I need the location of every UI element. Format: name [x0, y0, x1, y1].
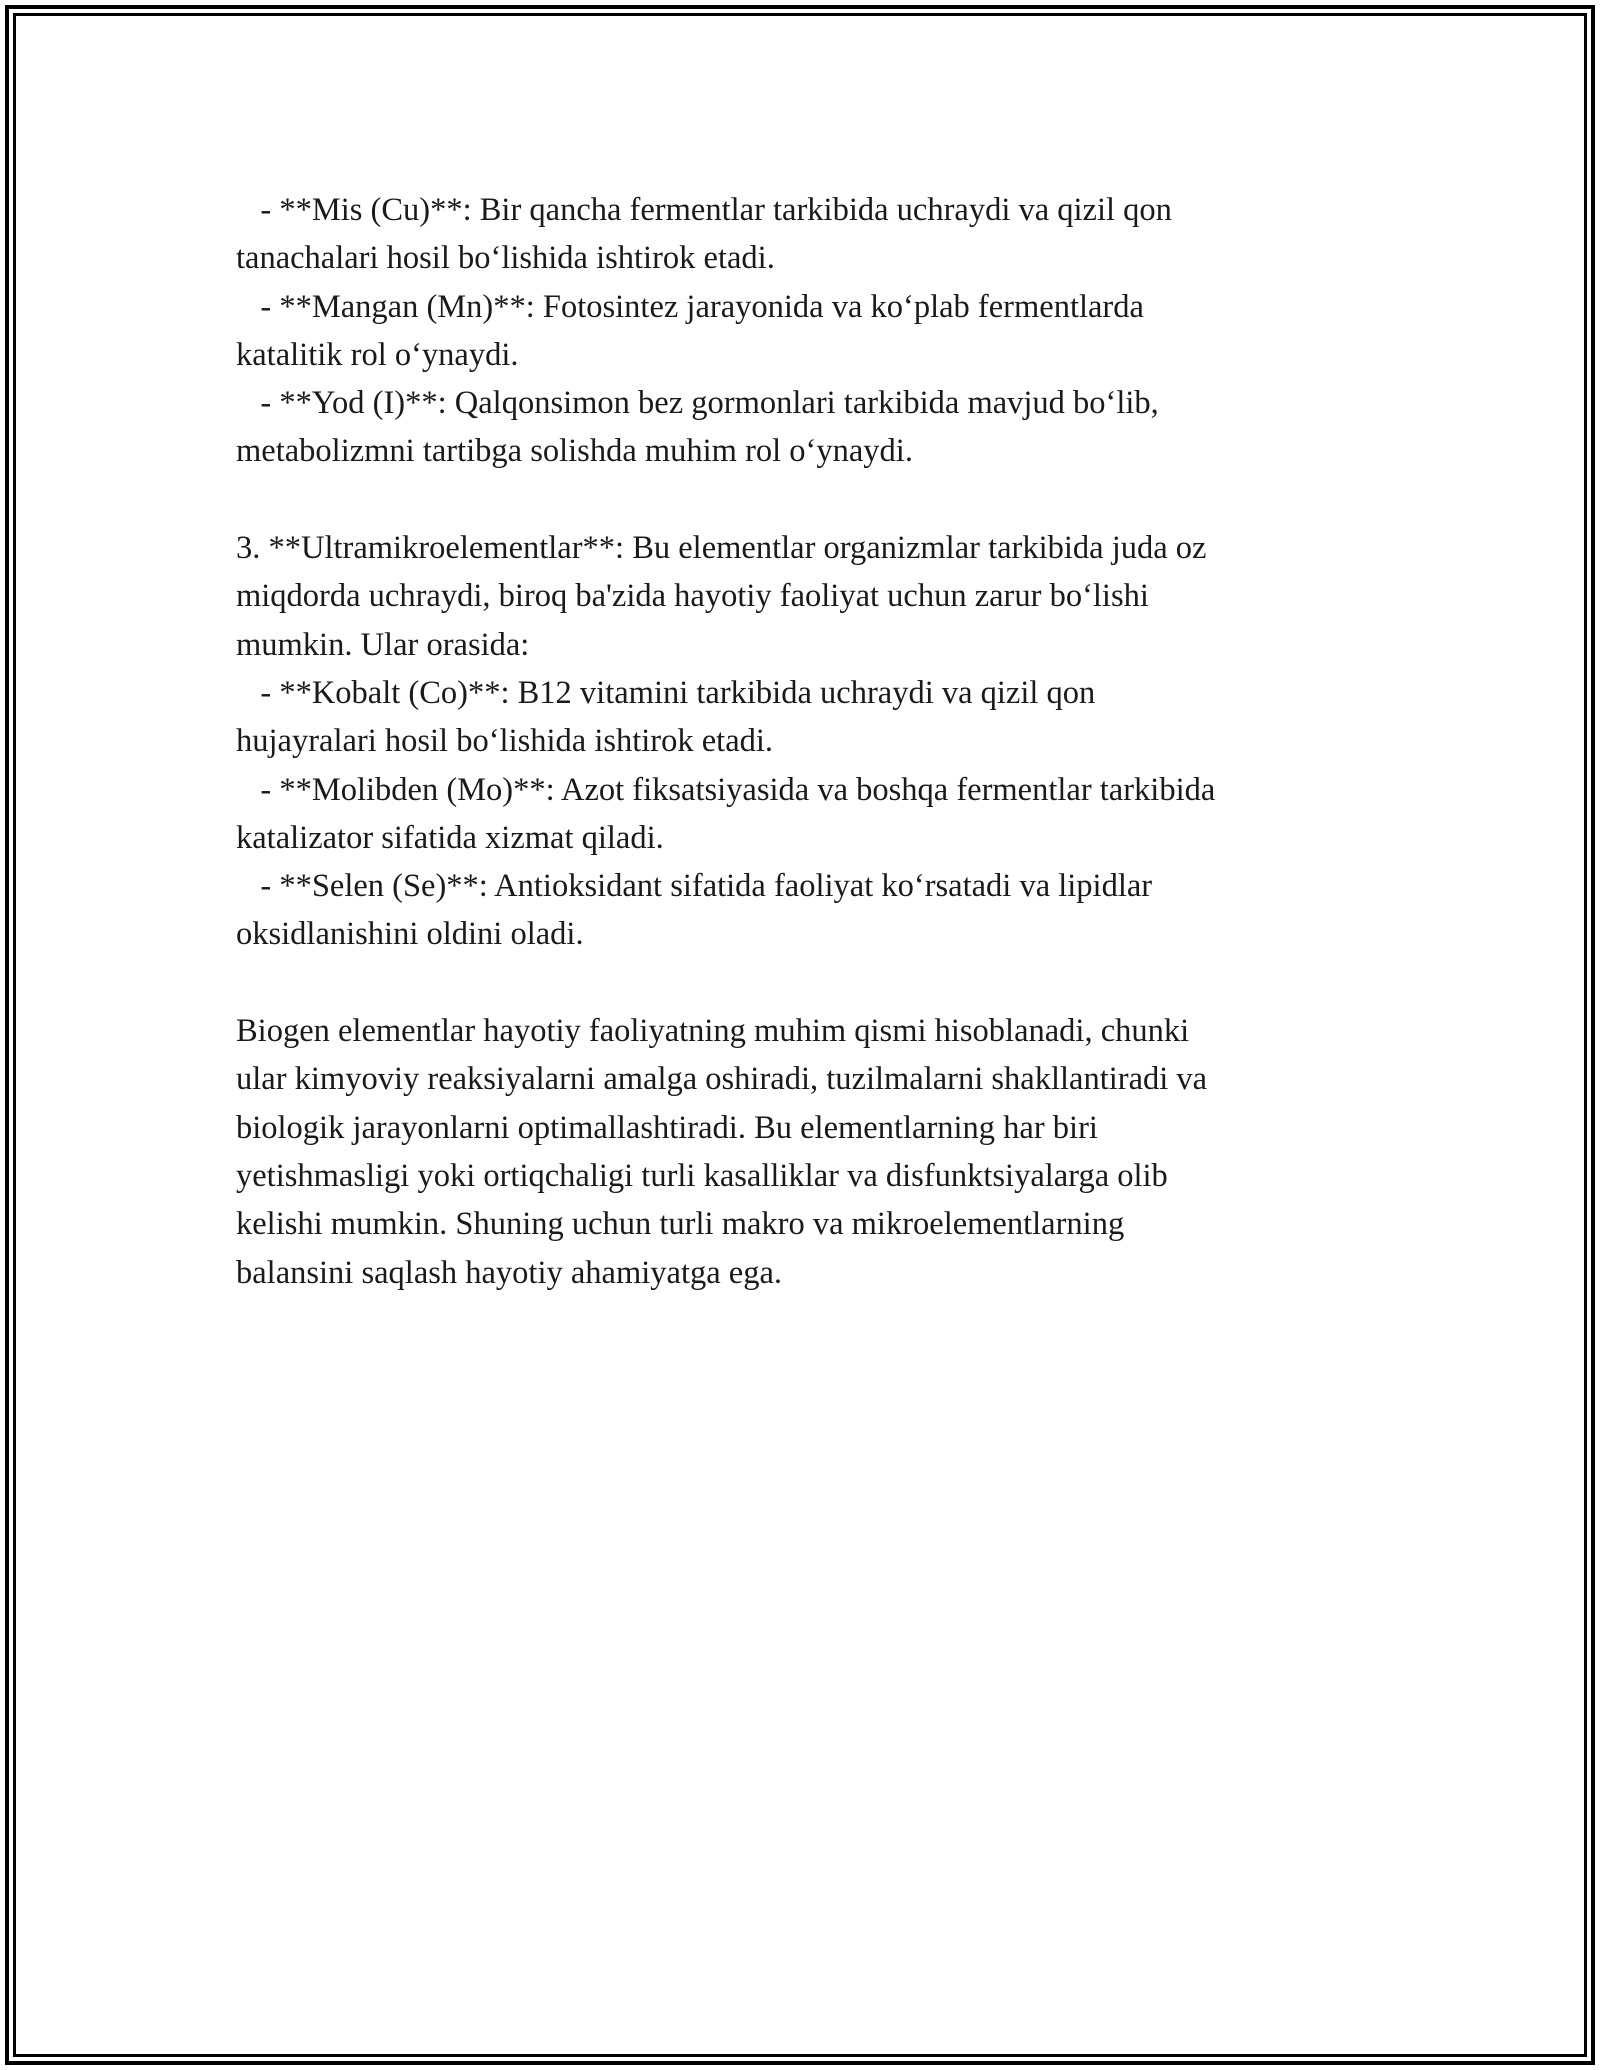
text-line: katalitik rol o‘ynaydi.	[236, 336, 519, 373]
text-line: - **Mis (Cu)**: Bir qancha fermentlar tarkibida uchraydi va qizil qon	[236, 192, 1172, 228]
text-line: ular kimyoviy reaksiyalarni amalga oshiradi, tuzilmalarni shakllantiradi va	[236, 1061, 1208, 1098]
document-body	[236, 186, 1376, 1297]
paragraph-spacer	[236, 959, 1376, 1007]
text-line: balansini saqlash hayotiy ahamiyatga ega.	[236, 1254, 783, 1291]
text-line: tanachalari hosil bo‘lishida ishtirok etadi.	[236, 240, 775, 277]
text-line: hujayralari hosil bo‘lishida ishtirok etadi.	[236, 723, 774, 760]
text-line: mumkin. Ular orasida:	[236, 626, 530, 663]
paragraph-spacer	[236, 476, 1376, 524]
text-line: yetishmasligi yoki ortiqchaligi turli kasalliklar va disfunktsiyalarga olib	[236, 1157, 1168, 1194]
text-line: kelishi mumkin. Shuning uchun turli makro va mikroelementlarning	[236, 1206, 1125, 1243]
text-line: katalizator sifatida xizmat qiladi.	[236, 819, 664, 856]
text-line: - **Kobalt (Co)**: B12 vitamini tarkibida uchraydi va qizil qon	[236, 674, 1096, 711]
text-line: Biogen elementlar hayotiy faoliyatning muhim qismi hisoblanadi, chunki	[236, 1013, 1190, 1050]
text-line: miqdorda uchraydi, biroq ba'zida hayotiy faoliyat uchun zarur bo‘lishi	[236, 578, 1149, 615]
text-line: - **Selen (Se)**: Antioksidant sifatida faoliyat ko‘rsatadi va lipidlar	[236, 868, 1153, 905]
text-line: 3. **Ultramikroelementlar**: Bu elementlar organizmlar tarkibida juda oz	[236, 530, 1207, 567]
text-line: metabolizmni tartibga solishda muhim rol o‘ynaydi.	[236, 433, 913, 470]
text-line: - **Yod (I)**: Qalqonsimon bez gormonlari tarkibida mavjud bo‘lib,	[236, 385, 1159, 422]
text-line: oksidlanishini oldini oladi.	[236, 916, 584, 953]
text-line: - **Mangan (Mn)**: Fotosintez jarayonida va ko‘plab fermentlarda	[236, 288, 1144, 325]
text-line: biologik jarayonlarni optimallashtiradi. Bu elementlarning har biri	[236, 1109, 1098, 1146]
text-line: - **Molibden (Mo)**: Azot fiksatsiyasida va boshqa fermentlar tarkibida	[236, 771, 1216, 808]
